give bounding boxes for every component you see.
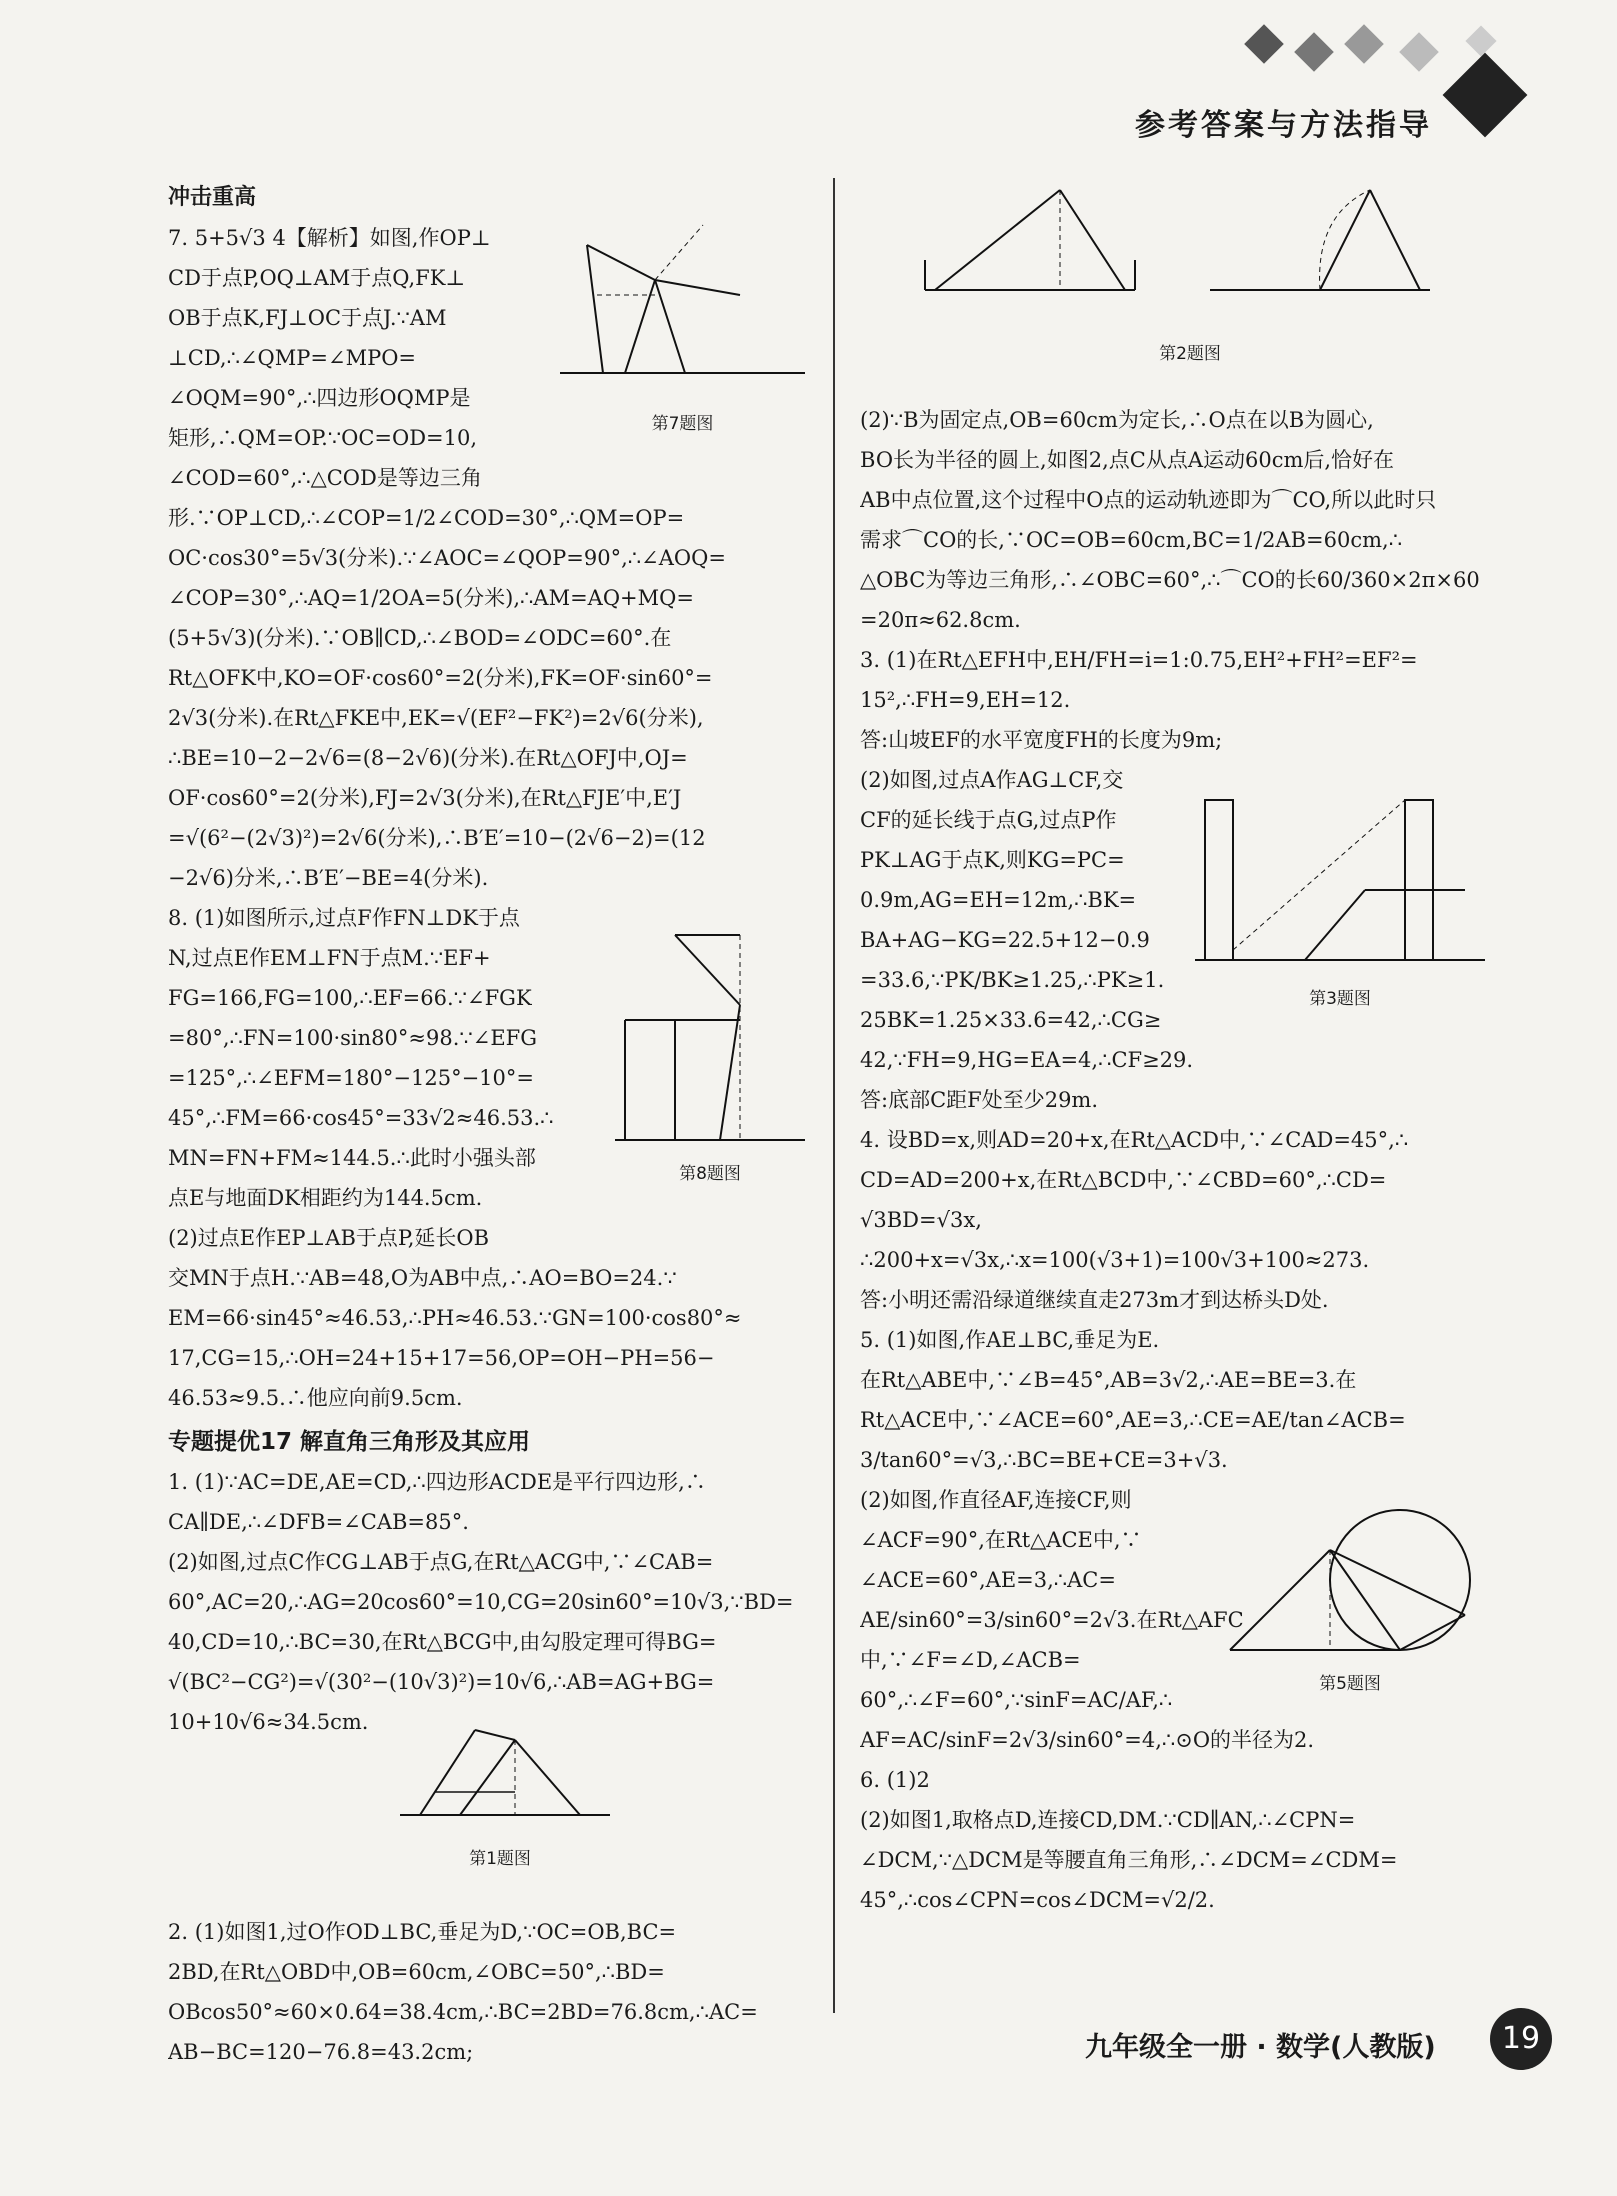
text-line: 25BK=1.25×33.6=42,∴CG≥ — [860, 1008, 1162, 1032]
text-line: OC·cos30°=5√3(分米).∵∠AOC=∠QOP=90°,∴∠AOQ= — [168, 546, 726, 570]
text-line: (2)如图,过点A作AG⊥CF,交 — [860, 768, 1124, 792]
text-line: OF·cos60°=2(分米),FJ=2√3(分米),在Rt△FJE′中,E′J — [168, 786, 682, 810]
figure-5-caption: 第5题图 — [1319, 1674, 1381, 1694]
header-decoration — [1344, 24, 1384, 64]
figure-1 — [380, 1720, 620, 1870]
text-line: 6. (1)2 — [860, 1768, 930, 1792]
text-line: 45°,∴cos∠CPN=cos∠DCM=√2/2. — [860, 1888, 1215, 1912]
header-decoration — [1399, 32, 1439, 72]
text-line: √(BC²−CG²)=√(30²−(10√3)²)=10√6,∴AB=AG+BG= — [168, 1670, 715, 1694]
page-number: 19 — [1490, 2008, 1552, 2070]
text-line: ∠COD=60°,∴△COD是等边三角 — [168, 466, 482, 490]
text-line: 15²,∴FH=9,EH=12. — [860, 688, 1071, 712]
text-line: 答:底部C距F处至少29m. — [860, 1088, 1099, 1112]
text-line: 2√3(分米).在Rt△FKE中,EK=√(EF²−FK²)=2√6(分米), — [168, 706, 704, 730]
text-line: (2)如图1,取格点D,连接CD,DM.∵CD∥AN,∴∠CPN= — [860, 1808, 1356, 1832]
text-line: AF=AC/sinF=2√3/sin60°=4,∴⊙O的半径为2. — [860, 1728, 1315, 1752]
text-line: CD=AD=200+x,在Rt△BCD中,∵∠CBD=60°,∴CD= — [860, 1168, 1387, 1192]
figure-8 — [610, 915, 810, 1195]
text-line: 需求⌒CO的长,∵OC=OB=60cm,BC=1/2AB=60cm,∴ — [860, 528, 1403, 552]
text-line: 点E与地面DK相距约为144.5cm. — [168, 1186, 483, 1210]
text-line: (2)∵B为固定点,OB=60cm为定长,∴O点在以B为圆心, — [860, 408, 1374, 432]
figure-3 — [1195, 780, 1485, 1030]
figure-7 — [555, 205, 810, 435]
text-line: Rt△OFK中,KO=OF·cos60°=2(分米),FK=OF·sin60°= — [168, 666, 713, 690]
text-line: 42,∵FH=9,HG=EA=4,∴CF≥29. — [860, 1048, 1194, 1072]
text-line: 3/tan60°=√3,∴BC=BE+CE=3+√3. — [860, 1448, 1228, 1472]
text-line: OB于点K,FJ⊥OC于点J.∵AM — [168, 306, 447, 330]
text-line: CA∥DE,∴∠DFB=∠CAB=85°. — [168, 1510, 469, 1534]
text-line: =80°,∴FN=100·sin80°≈98.∵∠EFG — [168, 1026, 538, 1050]
text-line: 60°,AC=20,∴AG=20cos60°=10,CG=20sin60°=10√3,∵BD= — [168, 1590, 794, 1614]
text-line: 1. (1)∵AC=DE,AE=CD,∴四边形ACDE是平行四边形,∴ — [168, 1470, 706, 1494]
text-line: (2)过点E作EP⊥AB于点P,延长OB — [168, 1226, 490, 1250]
text-line: 在Rt△ABE中,∵∠B=45°,AB=3√2,∴AE=BE=3.在 — [860, 1368, 1357, 1392]
text-line: (5+5√3)(分米).∵OB∥CD,∴∠BOD=∠ODC=60°.在 — [168, 626, 672, 650]
header-decoration — [1465, 25, 1496, 56]
text-line: 17,CG=15,∴OH=24+15+17=56,OP=OH−PH=56− — [168, 1346, 715, 1370]
left-text-block-3 — [168, 1912, 813, 2072]
text-line: 答:小明还需沿绿道继续直走273m才到达桥头D处. — [860, 1288, 1329, 1312]
text-line: CF的延长线于点G,过点P作 — [860, 808, 1117, 832]
text-line: OBcos50°≈60×0.64=38.4cm,∴BC=2BD=76.8cm,∴AC= — [168, 2000, 758, 2024]
footer-book-title: 九年级全一册 · 数学(人教版) — [1085, 2032, 1436, 2063]
text-line: Rt△ACE中,∵∠ACE=60°,AE=3,∴CE=AE/tan∠ACB= — [860, 1408, 1406, 1432]
text-line: MN=FN+FM≈144.5.∴此时小强头部 — [168, 1146, 536, 1170]
section-heading-17: 专题提优17 解直角三角形及其应用 — [168, 1429, 531, 1455]
text-line: 答:山坡EF的水平宽度FH的长度为9m; — [860, 728, 1223, 752]
text-line: =20π≈62.8cm. — [860, 608, 1021, 632]
text-line: 45°,∴FM=66·cos45°=33√2≈46.53.∴ — [168, 1106, 554, 1130]
text-line: 60°,∴∠F=60°,∵sinF=AC/AF,∴ — [860, 1688, 1173, 1712]
text-line: 8. (1)如图所示,过点F作FN⊥DK于点 — [168, 906, 520, 930]
text-line: ∴BE=10−2−2√6=(8−2√6)(分米).在Rt△OFJ中,OJ= — [168, 746, 688, 770]
text-line: BO长为半径的圆上,如图2,点C从点A运动60cm后,恰好在 — [860, 448, 1395, 472]
figure-2-caption: 第2题图 — [1159, 344, 1221, 364]
text-line: ∠DCM,∵△DCM是等腰直角三角形,∴∠DCM=∠CDM= — [860, 1848, 1398, 1872]
header-decoration — [1294, 32, 1334, 72]
text-line: ⊥CD,∴∠QMP=∠MPO= — [168, 346, 417, 370]
text-line: (2)如图,过点C作CG⊥AB于点G,在Rt△ACG中,∵∠CAB= — [168, 1550, 714, 1574]
text-line: AB中点位置,这个过程中O点的运动轨迹即为⌒CO,所以此时只 — [860, 488, 1437, 512]
text-line: CD于点P,OQ⊥AM于点Q,FK⊥ — [168, 266, 466, 290]
text-line: BA+AG−KG=22.5+12−0.9 — [860, 928, 1150, 952]
text-line: 2BD,在Rt△OBD中,OB=60cm,∠OBC=50°,∴BD= — [168, 1960, 665, 1984]
text-line: 0.9m,AG=EH=12m,∴BK= — [860, 888, 1137, 912]
text-line: 3. (1)在Rt△EFH中,EH/FH=i=1:0.75,EH²+FH²=EF²= — [860, 648, 1418, 672]
text-line: √3BD=√3x, — [860, 1208, 982, 1232]
text-line: 形.∵OP⊥CD,∴∠COP=1/2∠COD=30°,∴QM=OP= — [168, 506, 685, 530]
text-line: 7. 5+5√3 4【解析】如图,作OP⊥ — [168, 226, 491, 250]
text-line: =33.6,∵PK/BK≥1.25,∴PK≥1. — [860, 968, 1165, 992]
text-line: (2)如图,作直径AF,连接CF,则 — [860, 1488, 1132, 1512]
text-line: 中,∵∠F=∠D,∠ACB= — [860, 1648, 1081, 1672]
figure-7-caption: 第7题图 — [651, 414, 714, 434]
figure-8-caption: 第8题图 — [679, 1164, 741, 1184]
text-line: ∴200+x=√3x,∴x=100(√3+1)=100√3+100≈273. — [860, 1248, 1370, 1272]
text-line: AE/sin60°=3/sin60°=2√3.在Rt△AFC — [860, 1608, 1244, 1632]
text-line: FG=166,FG=100,∴EF=66.∵∠FGK — [168, 986, 532, 1010]
text-line: ∠OQM=90°,∴四边形OQMP是 — [168, 386, 471, 410]
header-title: 参考答案与方法指导 — [1135, 108, 1432, 143]
header-decoration — [1443, 53, 1528, 138]
left-text-block-2 — [168, 1462, 813, 1742]
text-line: =√(6²−(2√3)²)=2√6(分米),∴B′E′=10−(2√6−2)=(12 — [168, 826, 706, 850]
text-line: =125°,∴∠EFM=180°−125°−10°= — [168, 1066, 534, 1090]
text-line: AB−BC=120−76.8=43.2cm; — [168, 2040, 474, 2064]
text-line: ∠ACE=60°,AE=3,∴AC= — [860, 1568, 1116, 1592]
text-line: −2√6)分米,∴B′E′−BE=4(分米). — [168, 866, 489, 890]
text-line: 5. (1)如图,作AE⊥BC,垂足为E. — [860, 1328, 1160, 1352]
text-line: ∠ACF=90°,在Rt△ACE中,∵ — [860, 1528, 1142, 1552]
figure-2 — [910, 175, 1470, 385]
text-line: 10+10√6≈34.5cm. — [168, 1710, 369, 1734]
text-line: 46.53≈9.5.∴他应向前9.5cm. — [168, 1386, 463, 1410]
header-decoration — [1244, 24, 1284, 64]
column-divider — [833, 178, 835, 2013]
section-heading: 冲击重高 — [168, 185, 257, 210]
text-line: △OBC为等边三角形,∴∠OBC=60°,∴⌒CO的长60/360×2π×60 — [860, 568, 1480, 592]
text-line: PK⊥AG于点K,则KG=PC= — [860, 848, 1125, 872]
text-line: 2. (1)如图1,过O作OD⊥BC,垂足为D,∵OC=OB,BC= — [168, 1920, 677, 1944]
text-line: 40,CD=10,∴BC=30,在Rt△BCG中,由勾股定理可得BG= — [168, 1630, 717, 1654]
text-line: ∠COP=30°,∴AQ=1/2OA=5(分米),∴AM=AQ+MQ= — [168, 586, 694, 610]
figure-5 — [1215, 1505, 1485, 1705]
figure-1-caption: 第1题图 — [469, 1849, 531, 1869]
text-line: 矩形,∴QM=OP.∵OC=OD=10, — [168, 426, 478, 450]
text-line: 交MN于点H.∵AB=48,O为AB中点,∴AO=BO=24.∵ — [168, 1266, 677, 1290]
text-line: N,过点E作EM⊥FN于点M.∵EF+ — [168, 946, 491, 970]
figure-3-caption: 第3题图 — [1309, 989, 1371, 1009]
text-line: EM=66·sin45°≈46.53,∴PH≈46.53.∵GN=100·cos80°≈ — [168, 1306, 742, 1330]
text-line: 4. 设BD=x,则AD=20+x,在Rt△ACD中,∵∠CAD=45°,∴ — [860, 1128, 1409, 1152]
